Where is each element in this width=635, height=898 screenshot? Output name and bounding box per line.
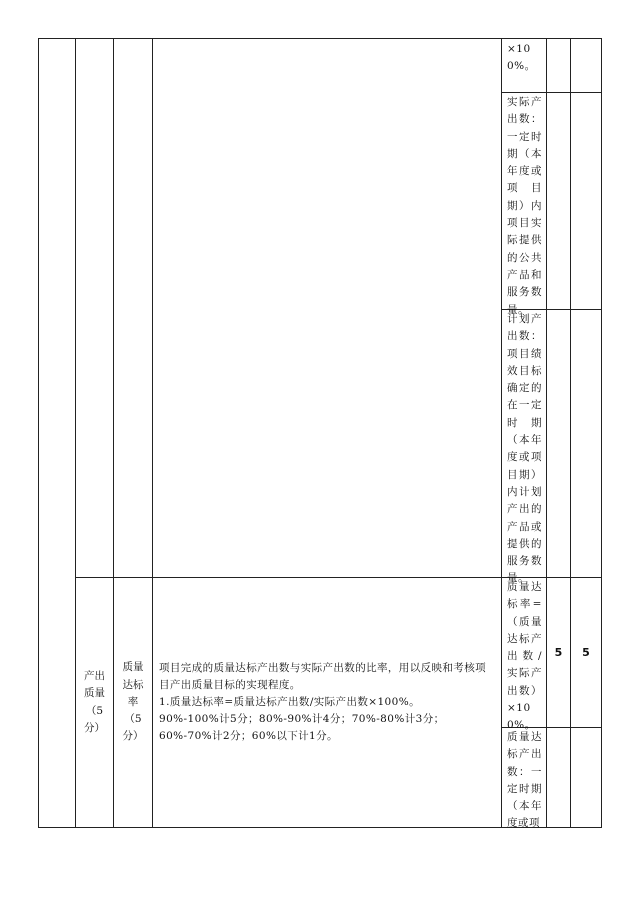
formula-tail-cell	[502, 39, 546, 92]
planned-output-definition-cell	[502, 310, 546, 585]
category-label: 产出质量（5分）	[84, 669, 105, 734]
actual-output-definition-cell	[502, 93, 546, 316]
actual-output-definition: 实际产出数：一定时期（本年度或项 目期）内项目实际提供的公共产品和服务数量。	[507, 96, 542, 316]
table-border-right	[601, 38, 602, 828]
indicator-cell	[114, 578, 152, 827]
indicator-description-cell	[153, 578, 501, 827]
qualified-output-definition-cell	[502, 728, 546, 830]
category-cell	[76, 578, 113, 827]
qualified-output-definition: 质量达标产出数：一定时期（本年度或项	[507, 731, 542, 830]
col-divider-5	[546, 38, 547, 828]
description-line-2: 1.质量达标率=质量达标产出数/实际产出数×100%。	[159, 696, 420, 708]
score-actual: 5	[582, 646, 590, 660]
score-weight: 5	[554, 646, 563, 660]
formula-tail-text: ×100%。	[507, 43, 536, 73]
evaluation-table	[38, 38, 602, 828]
score-weight-cell	[547, 638, 570, 668]
score-actual-cell	[571, 638, 601, 668]
table-border-left	[38, 38, 39, 828]
description-line-3: 90%-100%计5分；80%-90%计4分；70%-80%计3分；60%-70%计2分；60%以下计1分。	[159, 713, 445, 742]
planned-output-definition: 计划产出数：项目绩效目标确定的在一定时 期（本年度或项目期）内计划产出的产品或提供的服务数量。	[507, 313, 542, 585]
quality-rate-formula-cell	[502, 578, 546, 732]
description-line-1: 项目完成的质量达标产出数与实际产出数的比率，用以反映和考核项目产出质量目标的实现程度。	[159, 662, 486, 691]
quality-rate-formula: 质量达标率=（质量达标产出数/实际产出数）×100%。	[507, 581, 542, 732]
indicator-label: 质量达标率（5分）	[122, 661, 144, 743]
col-divider-6	[570, 38, 571, 828]
